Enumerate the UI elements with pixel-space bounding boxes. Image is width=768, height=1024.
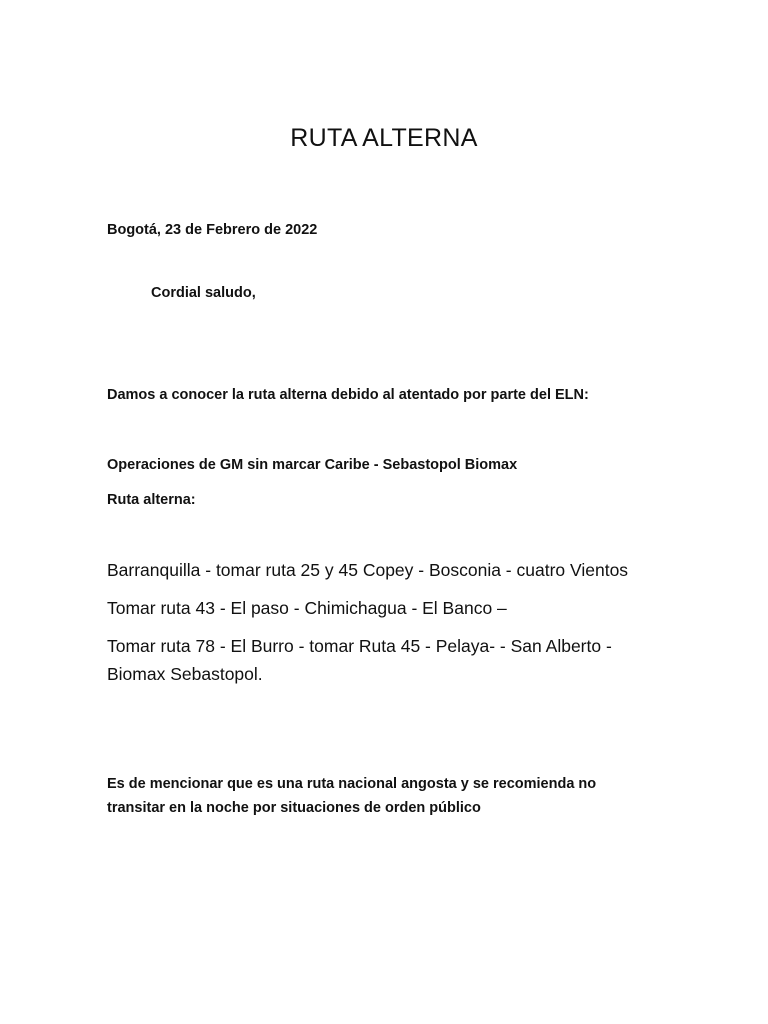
route-line: Tomar ruta 78 - El Burro - tomar Ruta 45 - Pelaya- - San Alberto - Biomax Sebastopol. <box>107 636 612 684</box>
safety-note: Es de mencionar que es una ruta nacional angosta y se recomienda no transitar en la noche por situaciones de orden público <box>107 776 597 816</box>
route-line: Barranquilla - tomar ruta 25 y 45 Copey - Bosconia - cuatro Vientos <box>107 560 629 580</box>
date-line: Bogotá, 23 de Febrero de 2022 <box>107 222 318 238</box>
greeting: Cordial saludo, <box>151 285 256 301</box>
intro-paragraph: Damos a conocer la ruta alterna debido al atentado por parte del ELN: <box>107 387 589 403</box>
operations-line: Operaciones de GM sin marcar Caribe - Sebastopol Biomax <box>107 457 518 473</box>
document-title: RUTA ALTERNA <box>290 124 478 152</box>
route-label: Ruta alterna: <box>107 492 196 508</box>
route-line: Tomar ruta 43 - El paso - Chimichagua - El Banco – <box>107 598 507 618</box>
